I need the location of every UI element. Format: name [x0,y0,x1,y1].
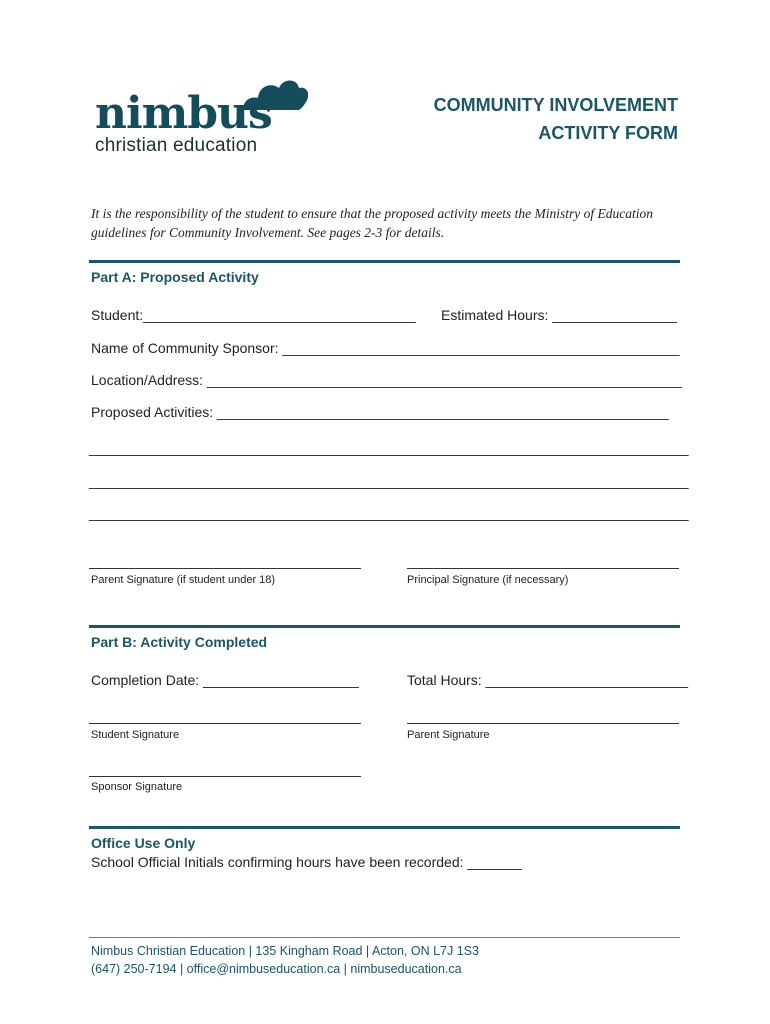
logo-wordmark: nimbus [95,88,272,139]
community-sponsor-field[interactable]: Name of Community Sponsor: ___________________________________________________ [91,340,680,356]
proposed-activities-line-2[interactable]: _____________________________________________________________________________ [89,473,689,489]
form-title-line1: COMMUNITY INVOLVEMENT [433,95,678,115]
location-address-field[interactable]: Location/Address: _____________________________________________________________ [91,372,682,388]
nimbus-logo [93,74,308,160]
parent-signature-label: Parent Signature (if student under 18) [91,574,276,586]
school-official-initials-field[interactable]: School Official Initials confirming hours have been recorded: _______ [91,854,522,870]
student-field[interactable]: Student:___________________________________ [91,307,416,323]
office-use-title: Office Use Only [91,835,196,851]
student-signature-line[interactable] [89,723,361,724]
proposed-activities-line-1[interactable]: _____________________________________________________________________________ [89,440,689,456]
student-signature-label: Student Signature [91,729,180,741]
footer-divider [89,937,680,938]
part-b-title: Part B: Activity Completed [91,634,268,650]
logo-tagline: christian education [95,135,258,156]
parent-signature-line[interactable] [89,568,361,569]
intro-line1: It is the responsibility of the student to ensure that the proposed activity meets the Ministry of Education [91,206,654,221]
intro-line2: guidelines for Community Involvement. See pages 2-3 for details. [91,225,445,240]
proposed-activities-field[interactable]: Proposed Activities: __________________________________________________________ [91,404,669,420]
principal-signature-label: Principal Signature (if necessary) [407,574,569,586]
part-a-divider [89,260,680,263]
estimated-hours-field[interactable]: Estimated Hours: ________________ [441,307,677,323]
form-title-line2: ACTIVITY FORM [538,123,678,143]
parent-signature-line-b[interactable] [407,723,679,724]
principal-signature-line[interactable] [407,568,679,569]
sponsor-signature-label: Sponsor Signature [91,781,183,793]
sponsor-signature-line[interactable] [89,776,361,777]
parent-signature-label-b: Parent Signature [407,729,490,741]
footer-address: Nimbus Christian Education | 135 Kingham Road | Acton, ON L7J 1S3 [91,944,479,958]
footer-contact: (647) 250-7194 | office@nimbuseducation.ca | nimbuseducation.ca [91,962,462,976]
proposed-activities-line-3[interactable]: _____________________________________________________________________________ [89,505,689,521]
office-use-divider [89,826,680,829]
part-b-divider [89,625,680,628]
total-hours-field[interactable]: Total Hours: __________________________ [407,672,689,688]
completion-date-field[interactable]: Completion Date: ____________________ [91,672,359,688]
part-a-title: Part A: Proposed Activity [91,269,259,285]
